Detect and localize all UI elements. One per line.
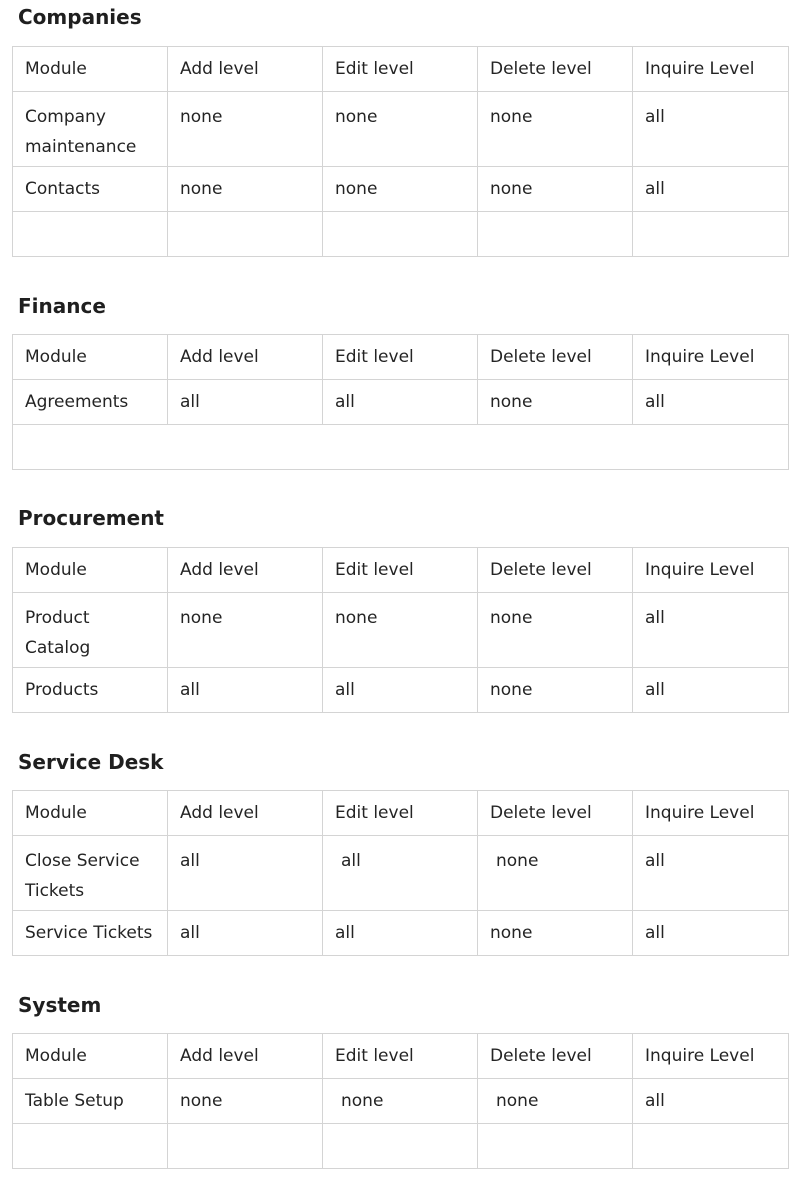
table-header-row (13, 47, 789, 92)
add-level-cell: all (168, 911, 323, 956)
table-row (13, 380, 789, 425)
inquire-level-cell: all (633, 836, 789, 911)
delete-level-cell: none (478, 1079, 633, 1124)
module-cell: Product Catalog (13, 593, 168, 668)
edit-level-cell: all (323, 668, 478, 713)
edit-level-cell: all (323, 836, 478, 911)
add-level-cell: none (168, 167, 323, 212)
module-cell: Close Service Tickets (13, 836, 168, 911)
add-level-cell: all (168, 836, 323, 911)
header-cell: Add level (168, 47, 323, 92)
module-cell: Products (13, 668, 168, 713)
add-level-cell: none (168, 1079, 323, 1124)
header-cell: Edit level (323, 1034, 478, 1079)
add-level-cell: all (168, 668, 323, 713)
header-cell: Edit level (323, 548, 478, 593)
header-cell: Inquire Level (633, 1034, 789, 1079)
table-row (13, 593, 789, 668)
delete-level-cell: none (478, 668, 633, 713)
delete-level-cell: none (478, 167, 633, 212)
empty-cell (13, 1124, 168, 1169)
table-row (13, 1079, 789, 1124)
header-cell: Delete level (478, 548, 633, 593)
empty-row (13, 1124, 789, 1169)
header-cell: Edit level (323, 335, 478, 380)
inquire-level-cell: all (633, 593, 789, 668)
header-cell: Delete level (478, 47, 633, 92)
delete-level-cell: none (478, 380, 633, 425)
header-cell: Inquire Level (633, 47, 789, 92)
header-cell: Edit level (323, 791, 478, 836)
section-title-companies: Companies (18, 5, 142, 29)
table-header-row (13, 791, 789, 836)
header-cell: Module (13, 335, 168, 380)
table-header-row (13, 335, 789, 380)
empty-cell (323, 1124, 478, 1169)
empty-row (13, 212, 789, 257)
inquire-level-cell: all (633, 92, 789, 167)
inquire-level-cell: all (633, 1079, 789, 1124)
table-row (13, 836, 789, 911)
header-cell: Inquire Level (633, 335, 789, 380)
empty-row (13, 425, 789, 470)
module-cell: Company maintenance (13, 92, 168, 167)
inquire-level-cell: all (633, 167, 789, 212)
permissions-table-service-desk (12, 790, 789, 956)
edit-level-cell: all (323, 380, 478, 425)
delete-level-cell: none (478, 911, 633, 956)
section-title-system: System (18, 993, 102, 1017)
section-title-procurement: Procurement (18, 506, 164, 530)
empty-cell (168, 212, 323, 257)
module-cell: Service Tickets (13, 911, 168, 956)
header-cell: Module (13, 548, 168, 593)
edit-level-cell: none (323, 92, 478, 167)
module-cell: Contacts (13, 167, 168, 212)
section-title-service-desk: Service Desk (18, 750, 164, 774)
edit-level-cell: all (323, 911, 478, 956)
empty-cell (13, 212, 168, 257)
delete-level-cell: none (478, 593, 633, 668)
edit-level-cell: none (323, 167, 478, 212)
inquire-level-cell: all (633, 668, 789, 713)
table-header-row (13, 1034, 789, 1079)
empty-cell (478, 1124, 633, 1169)
add-level-cell: none (168, 593, 323, 668)
table-row (13, 668, 789, 713)
edit-level-cell: none (323, 1079, 478, 1124)
delete-level-cell: none (478, 92, 633, 167)
header-cell: Add level (168, 1034, 323, 1079)
section-title-finance: Finance (18, 294, 106, 318)
empty-cell (323, 212, 478, 257)
header-cell: Module (13, 791, 168, 836)
table-row (13, 92, 789, 167)
edit-level-cell: none (323, 593, 478, 668)
header-cell: Add level (168, 335, 323, 380)
table-row (13, 167, 789, 212)
empty-cell (633, 1124, 789, 1169)
header-cell: Add level (168, 548, 323, 593)
permissions-table-system (12, 1033, 789, 1169)
inquire-level-cell: all (633, 911, 789, 956)
add-level-cell: all (168, 380, 323, 425)
module-cell: Agreements (13, 380, 168, 425)
empty-cell (13, 425, 789, 470)
empty-cell (633, 212, 789, 257)
table-row (13, 911, 789, 956)
header-cell: Delete level (478, 791, 633, 836)
module-cell: Table Setup (13, 1079, 168, 1124)
table-header-row (13, 548, 789, 593)
inquire-level-cell: all (633, 380, 789, 425)
header-cell: Inquire Level (633, 791, 789, 836)
header-cell: Delete level (478, 335, 633, 380)
permissions-table-procurement (12, 547, 789, 713)
empty-cell (168, 1124, 323, 1169)
header-cell: Inquire Level (633, 548, 789, 593)
header-cell: Edit level (323, 47, 478, 92)
delete-level-cell: none (478, 836, 633, 911)
header-cell: Module (13, 1034, 168, 1079)
header-cell: Add level (168, 791, 323, 836)
permissions-table-finance (12, 334, 789, 470)
empty-cell (478, 212, 633, 257)
header-cell: Module (13, 47, 168, 92)
add-level-cell: none (168, 92, 323, 167)
header-cell: Delete level (478, 1034, 633, 1079)
permissions-table-companies (12, 46, 789, 257)
